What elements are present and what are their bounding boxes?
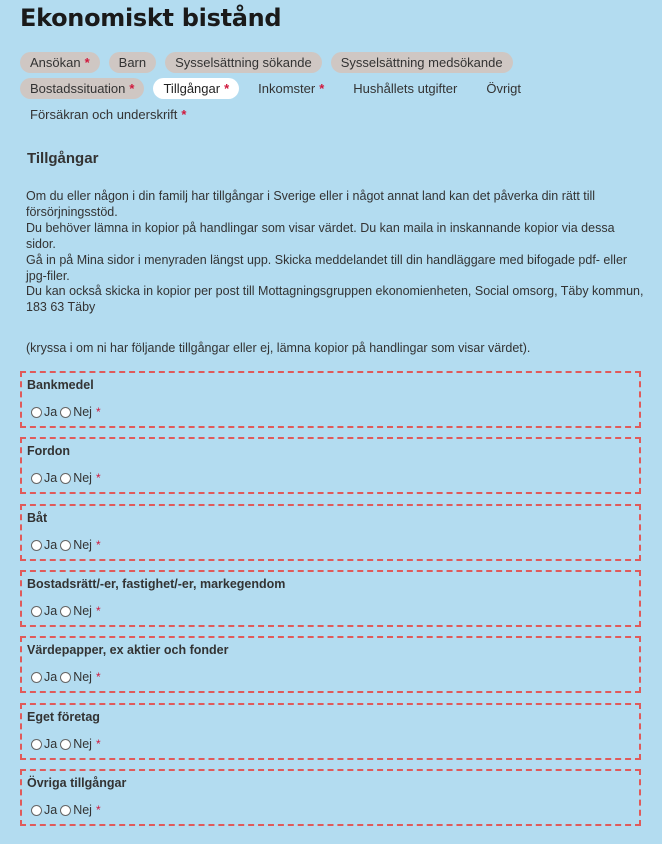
required-marker: * [129, 81, 135, 96]
radio-yes[interactable] [31, 473, 42, 484]
tab-tillgangar[interactable] [153, 78, 239, 99]
radio-yes-label[interactable]: Ja [44, 538, 58, 552]
intro-paragraph: Du behöver lämna in kopior på handlingar som visar värdet. Du kan maila in inskannande kopior via dessa sidor. [26, 220, 615, 251]
radio-no-label[interactable]: Nej [73, 405, 92, 419]
radio-yes[interactable] [31, 407, 42, 418]
tab-label: Inkomster [258, 81, 316, 96]
radio-yes[interactable] [31, 805, 42, 816]
required-marker: * [181, 107, 187, 122]
tab-inkomster[interactable] [248, 78, 334, 99]
required-marker: * [84, 55, 90, 70]
question-label: Eget företag [27, 710, 100, 724]
radio-yes[interactable] [31, 540, 42, 551]
required-marker: * [95, 670, 101, 684]
tab-ansokan[interactable] [20, 52, 100, 73]
radio-yes[interactable] [31, 672, 42, 683]
radio-no[interactable] [60, 606, 71, 617]
question-box [20, 636, 641, 693]
tab-label: Övrigt [486, 81, 522, 96]
radio-group [31, 538, 101, 552]
tab-row [20, 78, 650, 99]
radio-no[interactable] [60, 672, 71, 683]
tab-bostadssituation[interactable] [20, 78, 144, 99]
intro-text [26, 189, 646, 316]
tab-hushallets-utgifter[interactable] [343, 78, 467, 99]
required-marker: * [95, 538, 101, 552]
tab-barn[interactable] [109, 52, 156, 73]
tab-label: Tillgångar [163, 81, 221, 96]
question-label: Bostadsrätt/-er, fastighet/-er, markegendom [27, 577, 286, 591]
tab-label: Barn [118, 55, 147, 70]
question-box [20, 703, 641, 760]
required-marker: * [95, 737, 101, 751]
tab-bar [20, 52, 650, 130]
tab-row [20, 52, 650, 73]
intro-paragraph: Du kan också skicka in kopior per post till Mottagningsgruppen ekonomienheten, Social omsorg, Täby kommun, 183 63 Täby [26, 284, 644, 315]
radio-no[interactable] [60, 473, 71, 484]
tab-label: Sysselsättning sökande [175, 55, 312, 70]
radio-yes[interactable] [31, 606, 42, 617]
tab-label: Sysselsättning medsökande [340, 55, 503, 70]
question-label: Bankmedel [27, 378, 94, 392]
radio-no-label[interactable]: Nej [73, 803, 92, 817]
question-label: Fordon [27, 444, 71, 458]
tab-forsakran-och-underskrift[interactable] [20, 104, 196, 125]
radio-no-label[interactable]: Nej [73, 538, 92, 552]
radio-group [31, 803, 101, 817]
intro-paragraph: Gå in på Mina sidor i menyraden längst upp. Skicka meddelandet till din handläggare med bifogade pdf- eller jpg-filer. [26, 252, 628, 283]
tab-label: Ansökan [30, 55, 81, 70]
radio-no[interactable] [60, 407, 71, 418]
question-label: Övriga tillgångar [27, 776, 127, 790]
radio-group [31, 737, 101, 751]
tab-sysselsattning-medsokande[interactable] [331, 52, 513, 73]
radio-yes[interactable] [31, 739, 42, 750]
radio-no[interactable] [60, 805, 71, 816]
question-label: Värdepapper, ex aktier och fonder [27, 643, 229, 657]
radio-no-label[interactable]: Nej [73, 670, 92, 684]
radio-group [31, 670, 101, 684]
radio-yes-label[interactable]: Ja [44, 737, 58, 751]
tab-label: Hushållets utgifter [353, 81, 458, 96]
radio-yes-label[interactable]: Ja [44, 405, 58, 419]
radio-group [31, 471, 101, 485]
tab-sysselsattning-sokande[interactable] [165, 52, 322, 73]
required-marker: * [319, 81, 325, 96]
required-marker: * [95, 405, 101, 419]
tab-row [20, 104, 650, 125]
radio-no-label[interactable]: Nej [73, 604, 92, 618]
question-box [20, 769, 641, 826]
required-marker: * [95, 471, 101, 485]
question-box [20, 437, 641, 494]
radio-no[interactable] [60, 739, 71, 750]
tab-label: Bostadssituation [30, 81, 126, 96]
required-marker: * [224, 81, 230, 96]
radio-yes-label[interactable]: Ja [44, 471, 58, 485]
page-title: Ekonomiskt bistånd [20, 4, 282, 32]
instruction-note: (kryssa i om ni har följande tillgångar eller ej, lämna kopior på handlingar som visar värdet). [26, 341, 531, 355]
intro-paragraph: Om du eller någon i din familj har tillgångar i Sverige eller i något annat land kan det påverka din rätt till försörjningsstöd. [26, 189, 596, 219]
tab-ovrigt[interactable] [476, 78, 531, 99]
question-box [20, 371, 641, 428]
required-marker: * [95, 803, 101, 817]
section-title: Tillgångar [27, 150, 99, 167]
question-box [20, 570, 641, 627]
radio-group [31, 405, 101, 419]
question-label: Båt [27, 511, 48, 525]
radio-yes-label[interactable]: Ja [44, 803, 58, 817]
radio-no-label[interactable]: Nej [73, 737, 92, 751]
radio-yes-label[interactable]: Ja [44, 604, 58, 618]
radio-no-label[interactable]: Nej [73, 471, 92, 485]
required-marker: * [95, 604, 101, 618]
radio-yes-label[interactable]: Ja [44, 670, 58, 684]
tab-label: Försäkran och underskrift [30, 107, 178, 122]
radio-no[interactable] [60, 540, 71, 551]
question-box [20, 504, 641, 561]
radio-group [31, 604, 101, 618]
